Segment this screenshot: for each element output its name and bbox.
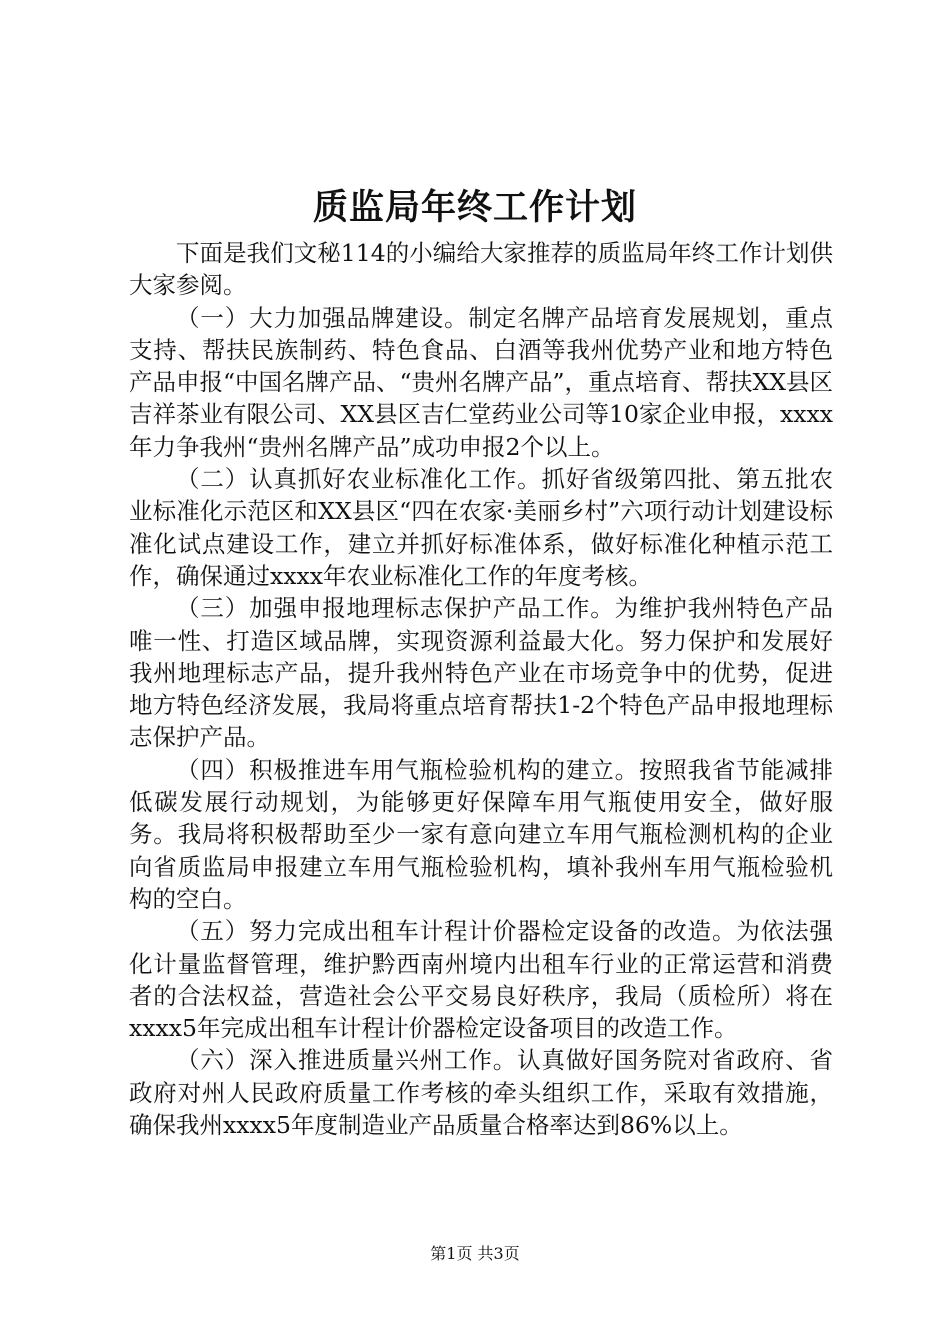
page-number-footer: 第1页 共3页 (430, 1244, 520, 1263)
paragraph-brand-building: （一）大力加强品牌建设。制定名牌产品培育发展规划，重点支持、帮扶民族制药、特色食品、白酒等我州优势产业和地方特色产品申报“中国名牌产品、“贵州名牌产品”，重点培育、帮扶XX县区吉祥茶业有限公司、XX县区吉仁堂药业公司等10家企业申报，xxxx年力争我州“贵州名牌产品”成功申报2个以上。 (129, 303, 834, 461)
intro-paragraph: 下面是我们文秘114的小编给大家推荐的质监局年终工作计划供大家参阅。 (129, 239, 833, 300)
paragraph-gas-cylinder: （四）积极推进车用气瓶检验机构的建立。按照我省节能减排低碳发展行动规划，为能够更好保障车用气瓶使用安全，做好服务。我局将积极帮助至少一家有意向建立车用气瓶检测机构的企业向省质监局申报建立车用气瓶检验机构，填补我州车用气瓶检验机构的空白。 (129, 755, 833, 913)
document-title: 质监局年终工作计划 (312, 187, 637, 228)
paragraph-quality-state: （六）深入推进质量兴州工作。认真做好国务院对省政府、省政府对州人民政府质量工作考核的牵头组织工作，采取有效措施，确保我州xxxx5年度制造业产品质量合格率达到86%以上。 (129, 1046, 833, 1140)
paragraph-agri-standardization: （二）认真抓好农业标准化工作。抓好省级第四批、第五批农业标准化示范区和XX县区“四在农家·美丽乡村”六项行动计划建设标准化试点建设工作，建立并抓好标准体系，做好标准化种植示范工作，确保通过xxxx年农业标准化工作的年度考核。 (129, 465, 833, 590)
paragraph-geo-indication: （三）加强申报地理标志保护产品工作。为维护我州特色产品唯一性、打造区域品牌，实现资源利益最大化。努力保护和发展好我州地理标志产品，提升我州特色产业在市场竞争中的优势，促进地方特色经济发展，我局将重点培育帮扶1-2个特色产品申报地理标志保护产品。 (129, 594, 833, 752)
paragraph-taxi-meter: （五）努力完成出租车计程计价器检定设备的改造。为依法强化计量监督管理，维护黔西南州境内出租车行业的正常运营和消费者的合法权益，营造社会公平交易良好秩序，我局（质检所）将在xxxx5年完成出租车计程计价器检定设备项目的改造工作。 (129, 917, 833, 1043)
document-body (129, 237, 833, 1141)
